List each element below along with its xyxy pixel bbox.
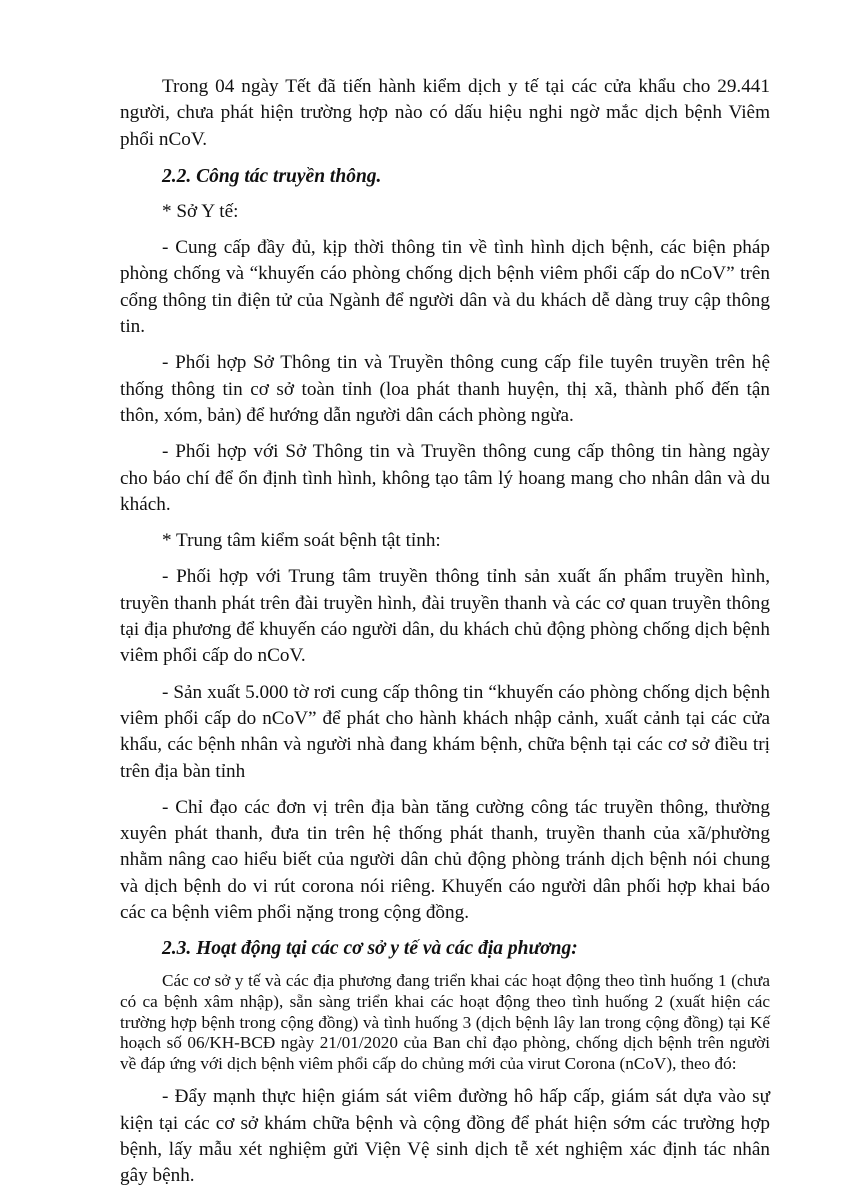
subheading-cdc: * Trung tâm kiểm soát bệnh tật tỉnh: — [162, 530, 441, 552]
paragraph-coordinate-info-department: - Phối hợp Sở Thông tin và Truyền thông cung cấp file tuyên truyền trên hệ thống thông tin cơ sở toàn tỉnh (loa phát thanh huyện, thị xã, thành phố đến tận thôn, xóm, bản) để hướng dẫn người dân cách phòng ngừa. — [120, 352, 770, 426]
paragraph-scenarios: Các cơ sở y tế và các địa phương đang triển khai các hoạt động theo tình huống 1 (chưa có ca bệnh xâm nhập), sẵn sàng triển khai các hoạt động theo tình huống 2 (xuất hiện các trường hợp bệnh trong cộng đồng) và tình huống 3 (dịch bệnh lây lan trong cộng đồng) tại Kế hoạch số 06/KH-BCĐ ngày 21/01/2020 của Ban chỉ đạo phòng, chống dịch bệnh trên người về đáp ứng với dịch bệnh viêm phổi cấp do chủng mới của virut Corona (nCoV), theo đó: — [120, 971, 770, 1073]
paragraph-quarantine-summary: Trong 04 ngày Tết đã tiến hành kiểm dịch y tế tại các cửa khẩu cho 29.441 người, chưa phát hiện trường hợp nào có dấu hiệu nghi ngờ mắc dịch bệnh Viêm phổi nCoV. — [120, 76, 770, 150]
section-heading-facilities: 2.3. Hoạt động tại các cơ sở y tế và các địa phương: — [162, 938, 578, 960]
paragraph-leaflets: - Sản xuất 5.000 tờ rơi cung cấp thông tin “khuyến cáo phòng chống dịch bệnh viêm phổi cấp do nCoV” để phát cho hành khách nhập cảnh, xuất cảnh tại các cửa khẩu, các bệnh nhân và người nhà đang khám bệnh, chữa bệnh tại các cơ sở điều trị trên địa bàn tỉnh — [120, 681, 770, 782]
document-page — [120, 74, 770, 1189]
paragraph-press-information: - Phối hợp với Sở Thông tin và Truyền thông cung cấp thông tin hàng ngày cho báo chí để ổn định tình hình, không tạo tâm lý hoang mang cho nhân dân và du khách. — [120, 441, 770, 515]
paragraph-surveillance: - Đẩy mạnh thực hiện giám sát viêm đường hô hấp cấp, giám sát dựa vào sự kiện tại các cơ sở khám chữa bệnh và cộng đồng để phát hiện sớm các trường hợp bệnh, lấy mẫu xét nghiệm gửi Viện Vệ sinh dịch tễ xét nghiệm xác định tác nhân gây bệnh. — [120, 1086, 770, 1187]
subheading-department-of-health: * Sở Y tế: — [162, 200, 239, 222]
paragraph-media-production: - Phối hợp với Trung tâm truyền thông tỉnh sản xuất ấn phẩm truyền hình, truyền thanh phát trên đài truyền hình, đài truyền thanh và các cơ quan truyền thông tại địa phương để khuyến cáo người dân, du khách chủ động phòng chống dịch bệnh viêm phổi cấp do nCoV. — [120, 566, 770, 667]
paragraph-local-communication: - Chỉ đạo các đơn vị trên địa bàn tăng cường công tác truyền thông, thường xuyên phát thanh, đưa tin trên hệ thống phát thanh, truyền thanh của xã/phường nhằm nâng cao hiểu biết của người dân chủ động phòng tránh dịch bệnh nói chung và dịch bệnh do vi rút corona nói riêng. Khuyến cáo người dân phối hợp khai báo các ca bệnh viêm phổi nặng trong cộng đồng. — [120, 796, 770, 924]
section-heading-communication: 2.2. Công tác truyền thông. — [162, 165, 382, 187]
paragraph-provide-information: - Cung cấp đầy đủ, kịp thời thông tin về tình hình dịch bệnh, các biện pháp phòng chống và “khuyến cáo phòng chống dịch bệnh viêm phổi cấp do nCoV” trên cổng thông tin điện tử của Ngành để người dân và du khách dễ dàng truy cập thông tin. — [120, 237, 770, 338]
